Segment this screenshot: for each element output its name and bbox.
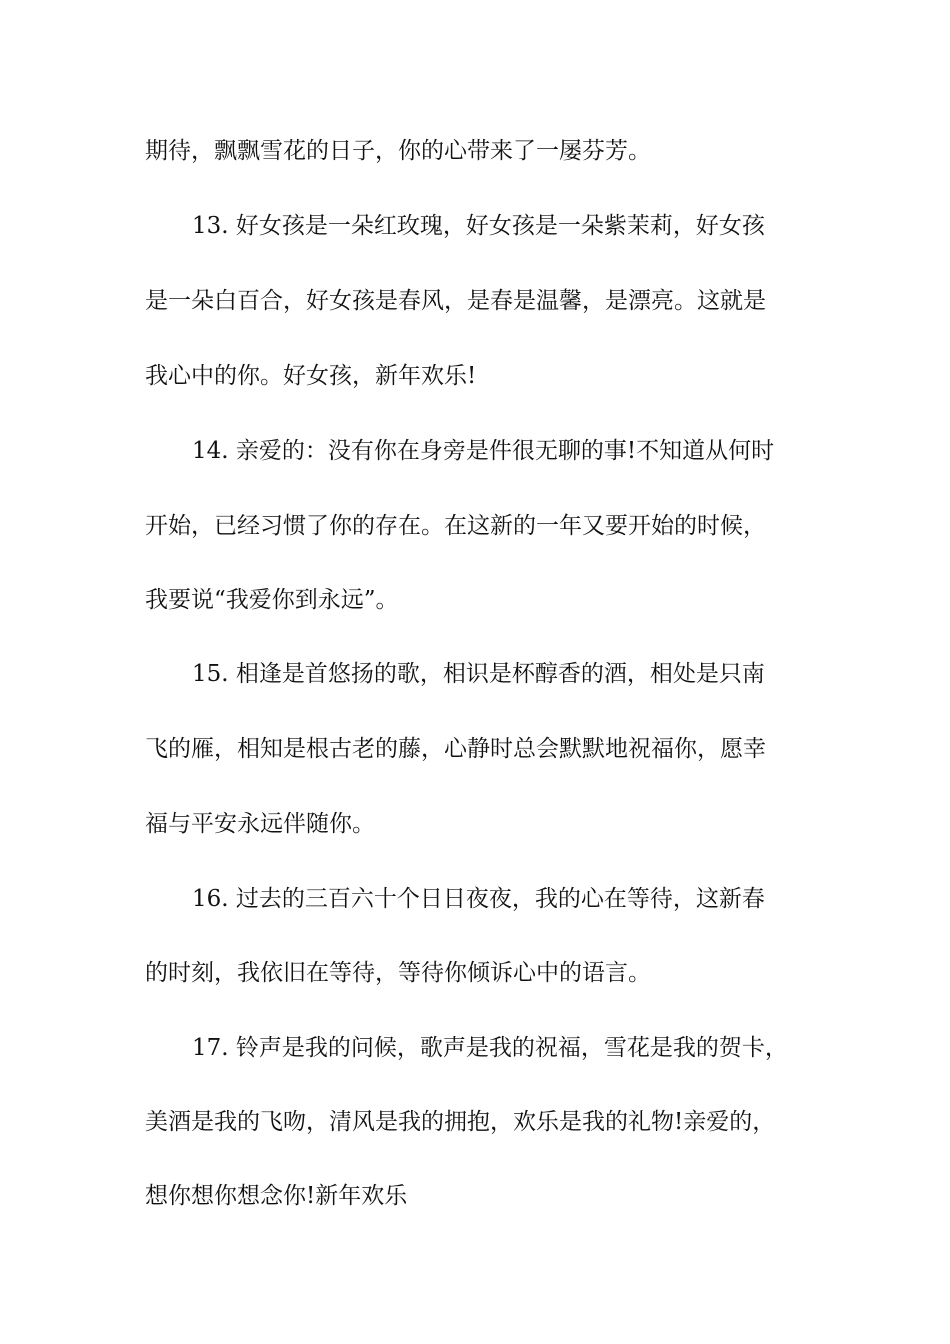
paragraph-15-line-2: 飞的雁，相知是根古老的藤，心静时总会默默地祝福你，愿幸 (145, 736, 766, 762)
paragraph-17-line-2: 美酒是我的飞吻，清风是我的拥抱，欢乐是我的礼物!亲爱的， (145, 1109, 776, 1135)
paragraph-16-line-1: 16. 过去的三百六十个日日夜夜，我的心在等待，这新春 (192, 886, 765, 912)
paragraph-13-line-2: 是一朵白百合，好女孩是春风，是春是温馨，是漂亮。这就是 (145, 288, 766, 314)
paragraph-15-line-3: 福与平安永远伴随你。 (145, 811, 375, 837)
paragraph-14-line-1: 14. 亲爱的：没有你在身旁是件很无聊的事!不知道从何时 (192, 438, 775, 464)
paragraph-17-line-1: 17. 铃声是我的问候，歌声是我的祝福，雪花是我的贺卡， (192, 1035, 788, 1061)
paragraph-13-line-1: 13. 好女孩是一朵红玫瑰，好女孩是一朵紫茉莉，好女孩 (192, 213, 765, 239)
paragraph-15-line-1: 15. 相逢是首悠扬的歌，相识是杯醇香的酒，相处是只南 (192, 661, 765, 687)
paragraph-17-line-3: 想你想你想念你!新年欢乐 (145, 1183, 408, 1209)
text-line-continuation: 期待，飘飘雪花的日子，你的心带来了一屡芬芳。 (145, 138, 651, 164)
paragraph-14-line-3: 我要说“我爱你到永远”。 (145, 587, 399, 613)
paragraph-16-line-2: 的时刻，我依旧在等待，等待你倾诉心中的语言。 (145, 960, 651, 986)
paragraph-13-line-3: 我心中的你。好女孩，新年欢乐! (145, 363, 477, 389)
paragraph-14-line-2: 开始，已经习惯了你的存在。在这新的一年又要开始的时候， (145, 513, 766, 539)
